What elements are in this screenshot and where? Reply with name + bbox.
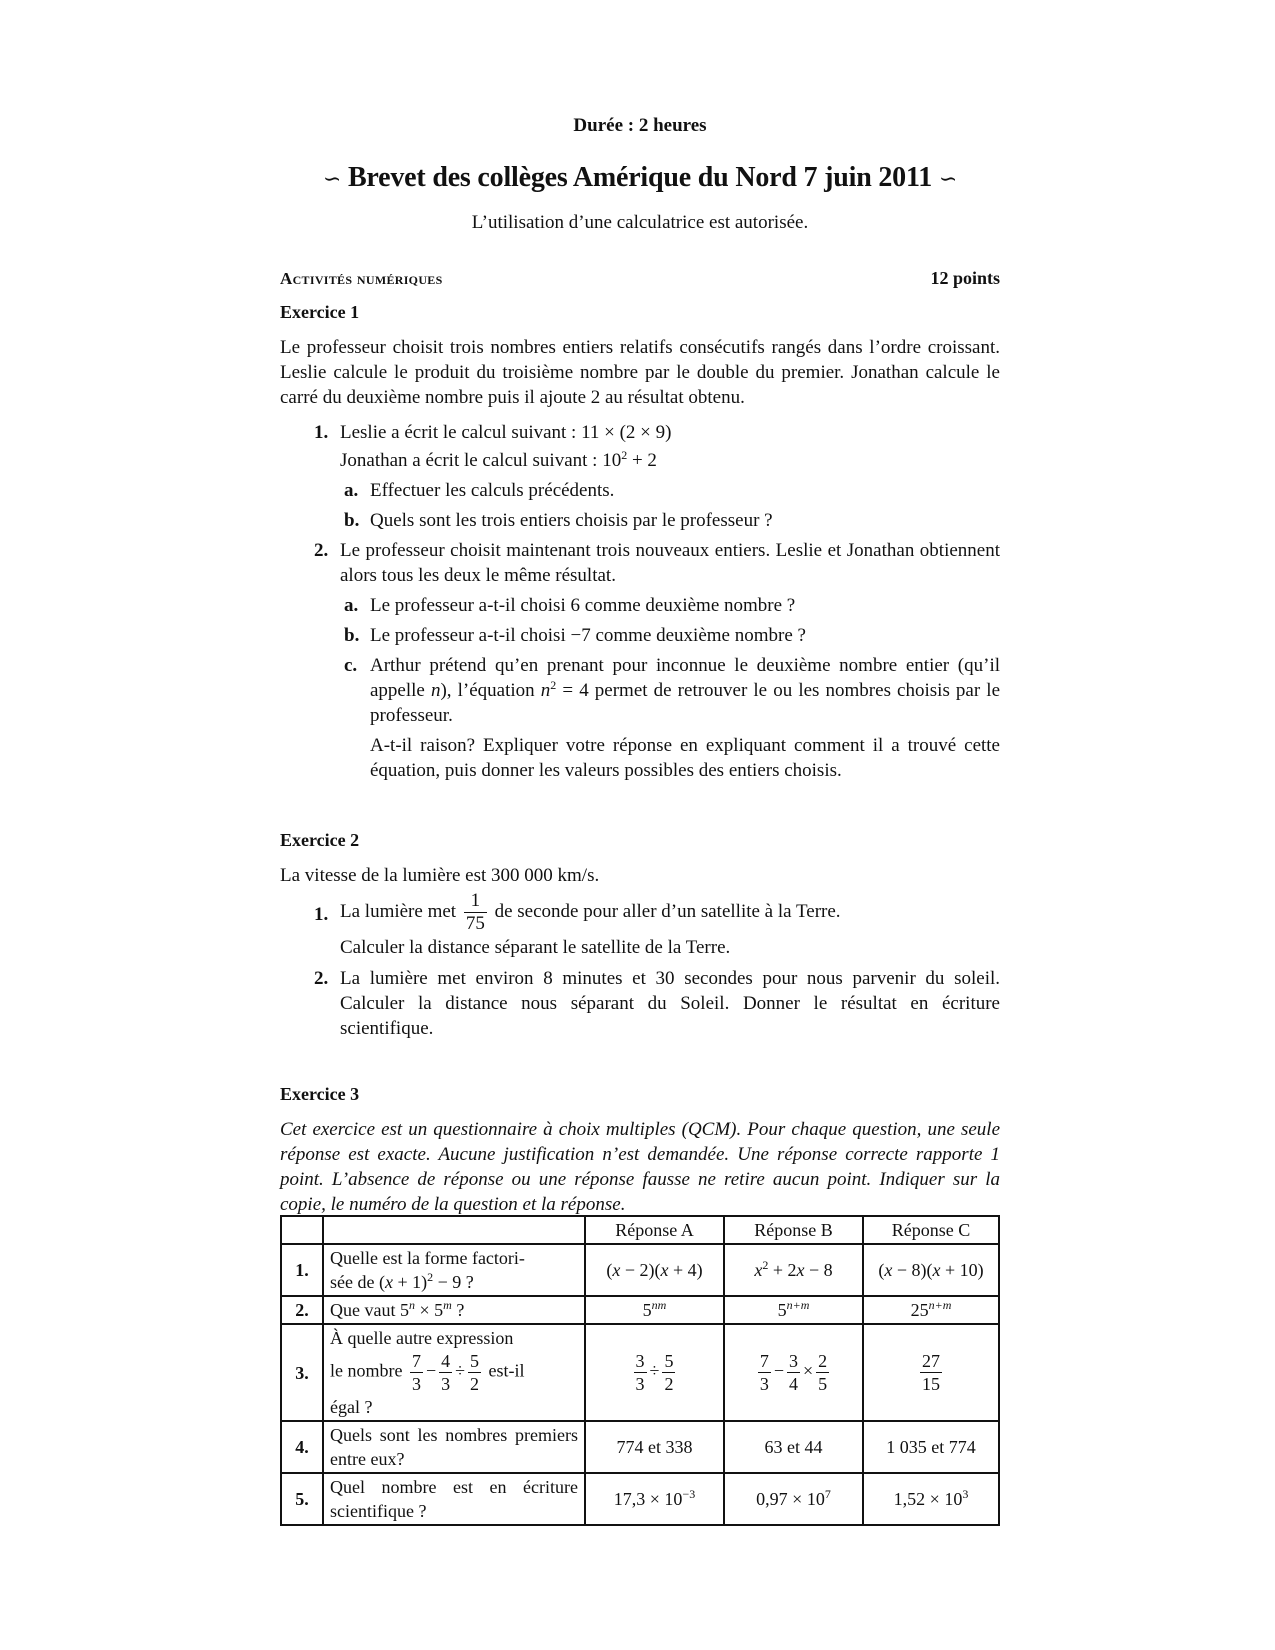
ex1-question-1: [280, 420, 1000, 473]
exercise-1-title: Exercice 1: [280, 302, 360, 322]
exercise-3-instructions: Cet exercice est un questionnaire à choix multiples (QCM). Pour chaque question, une seule réponse est exacte. Aucune justification n’est demandée. Une réponse correcte rapporte 1 point. L’absence de réponse ou une réponse fausse ne retire aucun point. Indiquer sur la copie, le numéro de la question et la réponse.: [280, 1119, 1000, 1215]
ornament-left-icon: ∽: [322, 166, 342, 191]
calculator-notice: L’utilisation d’une calculatrice est autorisée.: [471, 212, 809, 233]
ex1-q2b: b. Le professeur a-t-il choisi −7 comme deuxième nombre ?: [344, 625, 806, 646]
ex1-q2a: a. Le professeur a-t-il choisi 6 comme deuxième nombre ?: [344, 595, 796, 616]
jonathan-calc: Jonathan a écrit le calcul suivant : $10^2 + 2$: [340, 448, 657, 471]
table-row: 5. Quel nombre est en écriture scientifique ? $17,3 \times 10^{-3}$ $0,97 \times 10^7$ $1,52 \times 10^3$: [281, 1473, 999, 1525]
table-row: 1. Quelle est la forme factori- sée de $(x + 1)^2 - 9$ ? (x − 2)(x + 4) $x^2 + 2x - 8$ (x − 8)(x + 10): [281, 1244, 999, 1296]
question-number: 1.: [314, 422, 329, 443]
ex2-question-2: 2. La lumière met environ 8 minutes et 30 secondes pour nous parvenir du soleil. Calculer la distance nous séparant du Soleil. Donner le résultat en écriture scientifique.: [314, 968, 1000, 1039]
section-title: Activités numériques: [280, 269, 443, 288]
exercise-2-title: Exercice 2: [280, 830, 360, 850]
ex1-question-2: 2. Le professeur choisit maintenant trois nouveaux entiers. Leslie et Jonathan obtiennent alors tous les deux le même résultat.: [314, 540, 1000, 586]
fraction: $\frac{1}{75}$: [465, 890, 485, 934]
header-answer-a: Réponse A: [585, 1216, 724, 1244]
exercise-3-title: Exercice 3: [280, 1084, 360, 1104]
header-answer-b: Réponse B: [724, 1216, 863, 1244]
table-header-row: [281, 1216, 999, 1244]
table-row: 4. Quels sont les nombres premiers entre eux? 774 et 338 63 et 44 1 035 et 774: [281, 1421, 999, 1473]
section-header: [280, 266, 1000, 291]
ex2-question-1: 1. La lumière met $\frac{1}{75}$ de seconde pour aller d’un satellite à la Terre. Calculer la distance séparant le satellite de la Terre.: [314, 890, 841, 958]
title-text: Brevet des collèges Amérique du Nord 7 juin 2011: [347, 162, 933, 193]
duration-label: Durée : 2 heures: [573, 115, 707, 136]
ex1-q1a: a. Effectuer les calculs précédents.: [344, 480, 615, 501]
ex1-q1b: b. Quels sont les trois entiers choisis par le professeur ?: [344, 510, 773, 531]
exercise-2: [280, 828, 1000, 1041]
leslie-calc: Leslie a écrit le calcul suivant : 11 × (2 × 9): [340, 422, 672, 443]
exercise-2-intro: La vitesse de la lumière est 300 000 km/s.: [280, 865, 600, 886]
ex1-q2c: c. Arthur prétend qu’en prenant pour inconnue le deuxième nombre entier (qu’il appelle n), l’équation $n^2 = 4$ permet de retrouver le ou les nombres choisis par le professeur. A-t-il raison? Expliquer votre réponse en expliquant comment il a trouvé cette équation, puis donner les valeurs possibles des entiers choisis.: [344, 655, 1001, 781]
exercise-1: [280, 300, 1000, 783]
exercise-3: [280, 1082, 1000, 1217]
header-answer-c: Réponse C: [863, 1216, 999, 1244]
table-row: 2. Que vaut $5^n \times 5^m$ ? $5^{nm}$ $5^{n+m}$ $25^{n+m}$: [281, 1296, 999, 1324]
table-row: 3. À quelle autre expression le nombre $\frac{7}{3}$ − $\frac{4}{3}$ ÷ $\frac{5}{2}$ est-il égal ? $\frac{3}{3}$ ÷ $\frac{5}{2}$ $\frac{7}{3}$ − $\frac{3}{4}$ × $\frac{2}{5}$ $\frac{27}{15}$: [281, 1324, 999, 1421]
exercise-1-intro: Le professeur choisit trois nombres entiers relatifs consécutifs rangés dans l’ordre croissant. Leslie calcule le produit du troisième nombre par le double du premier. Jonathan calcule le carré du deuxième nombre puis il ajoute 2 au résultat obtenu.: [280, 337, 1000, 408]
section-points: 12 points: [930, 268, 1000, 288]
page-title: [280, 160, 1000, 197]
ornament-right-icon: ∽: [938, 166, 958, 191]
qcm-table: [280, 1215, 1000, 1526]
